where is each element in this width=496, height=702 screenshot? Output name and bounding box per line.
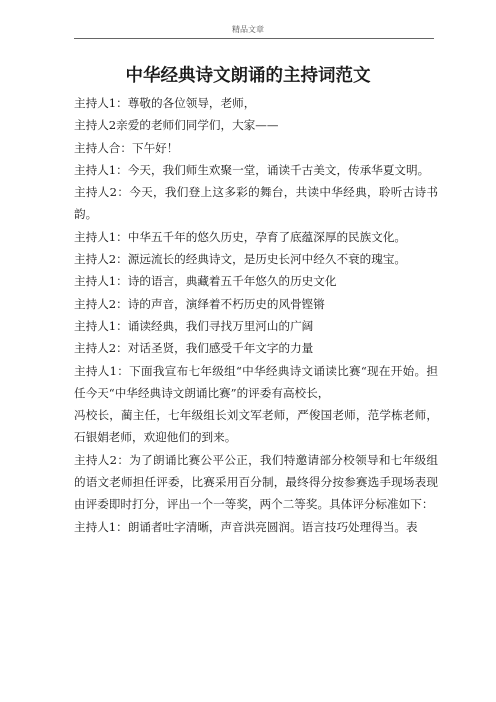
paragraph: 主持人2：对话圣贤，我们感受千年文字的力量 [74, 341, 314, 356]
paragraph: 主持人2：为了朗诵比赛公平公正，我们特邀请部分校领导和七年级组的语文老师担任评委，比赛采用百分制，最终得分按参赛选手现场表现由评委即时打分，评出一个一等奖，两个二等奖。具体评分标准如下： [74, 452, 438, 512]
paragraph: 主持人2：源远流长的经典诗文，是历史长河中经久不衰的瑰宝。 [74, 252, 407, 267]
paragraph: 主持人1：尊敬的各位领导，老师， [74, 96, 256, 110]
paragraph: 主持人1：朗诵者吐字清晰，声音洪亮圆润。语言技巧处理得当。表 [74, 519, 418, 534]
paragraph: 主持人2：诗的声音，演绎着不朽历史的风骨铿锵 [74, 296, 325, 311]
paragraph: 主持人1：诵读经典，我们寻找万里河山的广阔 [74, 318, 314, 333]
paragraph: 主持人1：下面我宣布七年级组“中华经典诗文诵读比赛“现在开始。担任今天“中华经典诗文朗诵比赛”的评委有高校长， [74, 363, 438, 400]
paragraph: 主持人1：中华五千年的悠久历史，孕育了底蕴深厚的民族文化。 [74, 229, 407, 244]
document-title: 中华经典诗文朗诵的主持词范文 [125, 66, 371, 86]
header-label: 精品文章 [232, 25, 264, 34]
paragraph: 主持人2：今天，我们登上这多彩的舞台，共读中华经典，聆听古诗书韵。 [74, 185, 438, 222]
document-body [74, 92, 438, 538]
paragraph: 主持人1：今天，我们师生欢聚一堂，诵读千古美文，传承华夏文明。 [74, 162, 430, 177]
paragraph: 主持人合：下午好！ [74, 140, 179, 155]
header-divider [74, 38, 434, 39]
paragraph: 主持人2亲爱的老师们同学们，大家—— [74, 118, 279, 133]
paragraph: 冯校长，蔺主任，七年级组长刘文军老师，严俊国老师，范学栋老师，石银娟老师，欢迎他们的到来。 [74, 408, 438, 445]
paragraph: 主持人1：诗的语言，典藏着五千年悠久的历史文化 [74, 274, 337, 289]
